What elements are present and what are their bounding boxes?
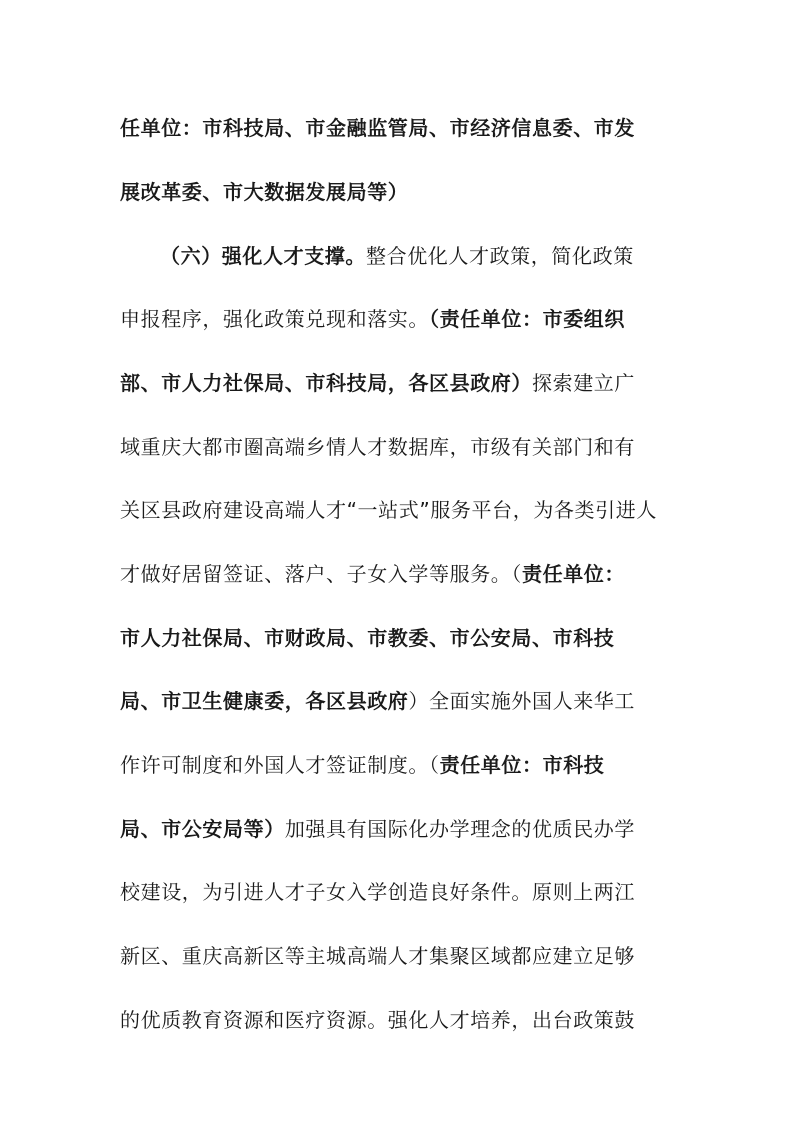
text-bold: 局、市公安局等）	[120, 817, 285, 841]
text-normal: 域重庆大都市圈高端乡情人才数据库，市级有关部门和有	[120, 435, 635, 459]
text-bold: 市人力社保局、市财政局、市教委、市公安局、市科技	[120, 626, 615, 650]
text-normal: 关区县政府建设高端人才“一站式”服务平台，为各类引进人	[120, 498, 657, 522]
text-normal: 探索建立广	[532, 371, 635, 395]
text-bold: （责任单位：市委组织	[429, 307, 625, 331]
paragraph-first-line	[160, 242, 634, 270]
text-line	[120, 751, 604, 779]
text-line	[120, 687, 635, 715]
text-normal: 的优质教育资源和医疗资源。强化人才培养，出台政策鼓	[120, 1008, 635, 1032]
text-normal: 校建设，为引进人才子女入学创造良好条件。原则上两江	[120, 880, 635, 904]
text-normal: ）全面实施外国人来华工	[408, 689, 636, 713]
text-normal: 新区、重庆高新区等主城高端人才集聚区域都应建立足够	[120, 944, 635, 968]
text-normal: 申报程序，强化政策兑现和落实。	[120, 307, 429, 331]
text-line	[120, 178, 408, 206]
text-normal: 作许可制度和外国人才签证制度。（	[120, 753, 440, 777]
text-normal: 才做好居留签证、落户、子女入学等服务。（	[120, 562, 522, 586]
text-line	[120, 496, 657, 524]
text-line	[120, 878, 635, 906]
text-bold: 局、市卫生健康委，各区县政府	[120, 689, 409, 713]
text-bold: 责任单位：	[522, 562, 625, 586]
section-heading: （六）强化人才支撑。	[160, 244, 366, 268]
text-bold: 展改革委、市大数据发展局等）	[120, 180, 409, 204]
text-line	[120, 369, 635, 397]
text-bold: 责任单位：市科技	[439, 753, 605, 777]
text-line	[120, 815, 635, 843]
text-line	[120, 624, 614, 652]
text-bold: 部、市人力社保局、市科技局，各区县政府）	[120, 371, 532, 395]
text-line	[120, 433, 635, 461]
text-normal: 加强具有国际化办学理念的优质民办学	[284, 817, 636, 841]
text-line	[120, 942, 635, 970]
text-line	[120, 1006, 635, 1034]
text-line	[120, 114, 635, 142]
text-line	[120, 560, 625, 588]
text-line	[120, 305, 625, 333]
text-normal: 整合优化人才政策，简化政策	[366, 244, 634, 268]
text-bold: 任单位：市科技局、市金融监管局、市经济信息委、市发	[120, 116, 635, 140]
